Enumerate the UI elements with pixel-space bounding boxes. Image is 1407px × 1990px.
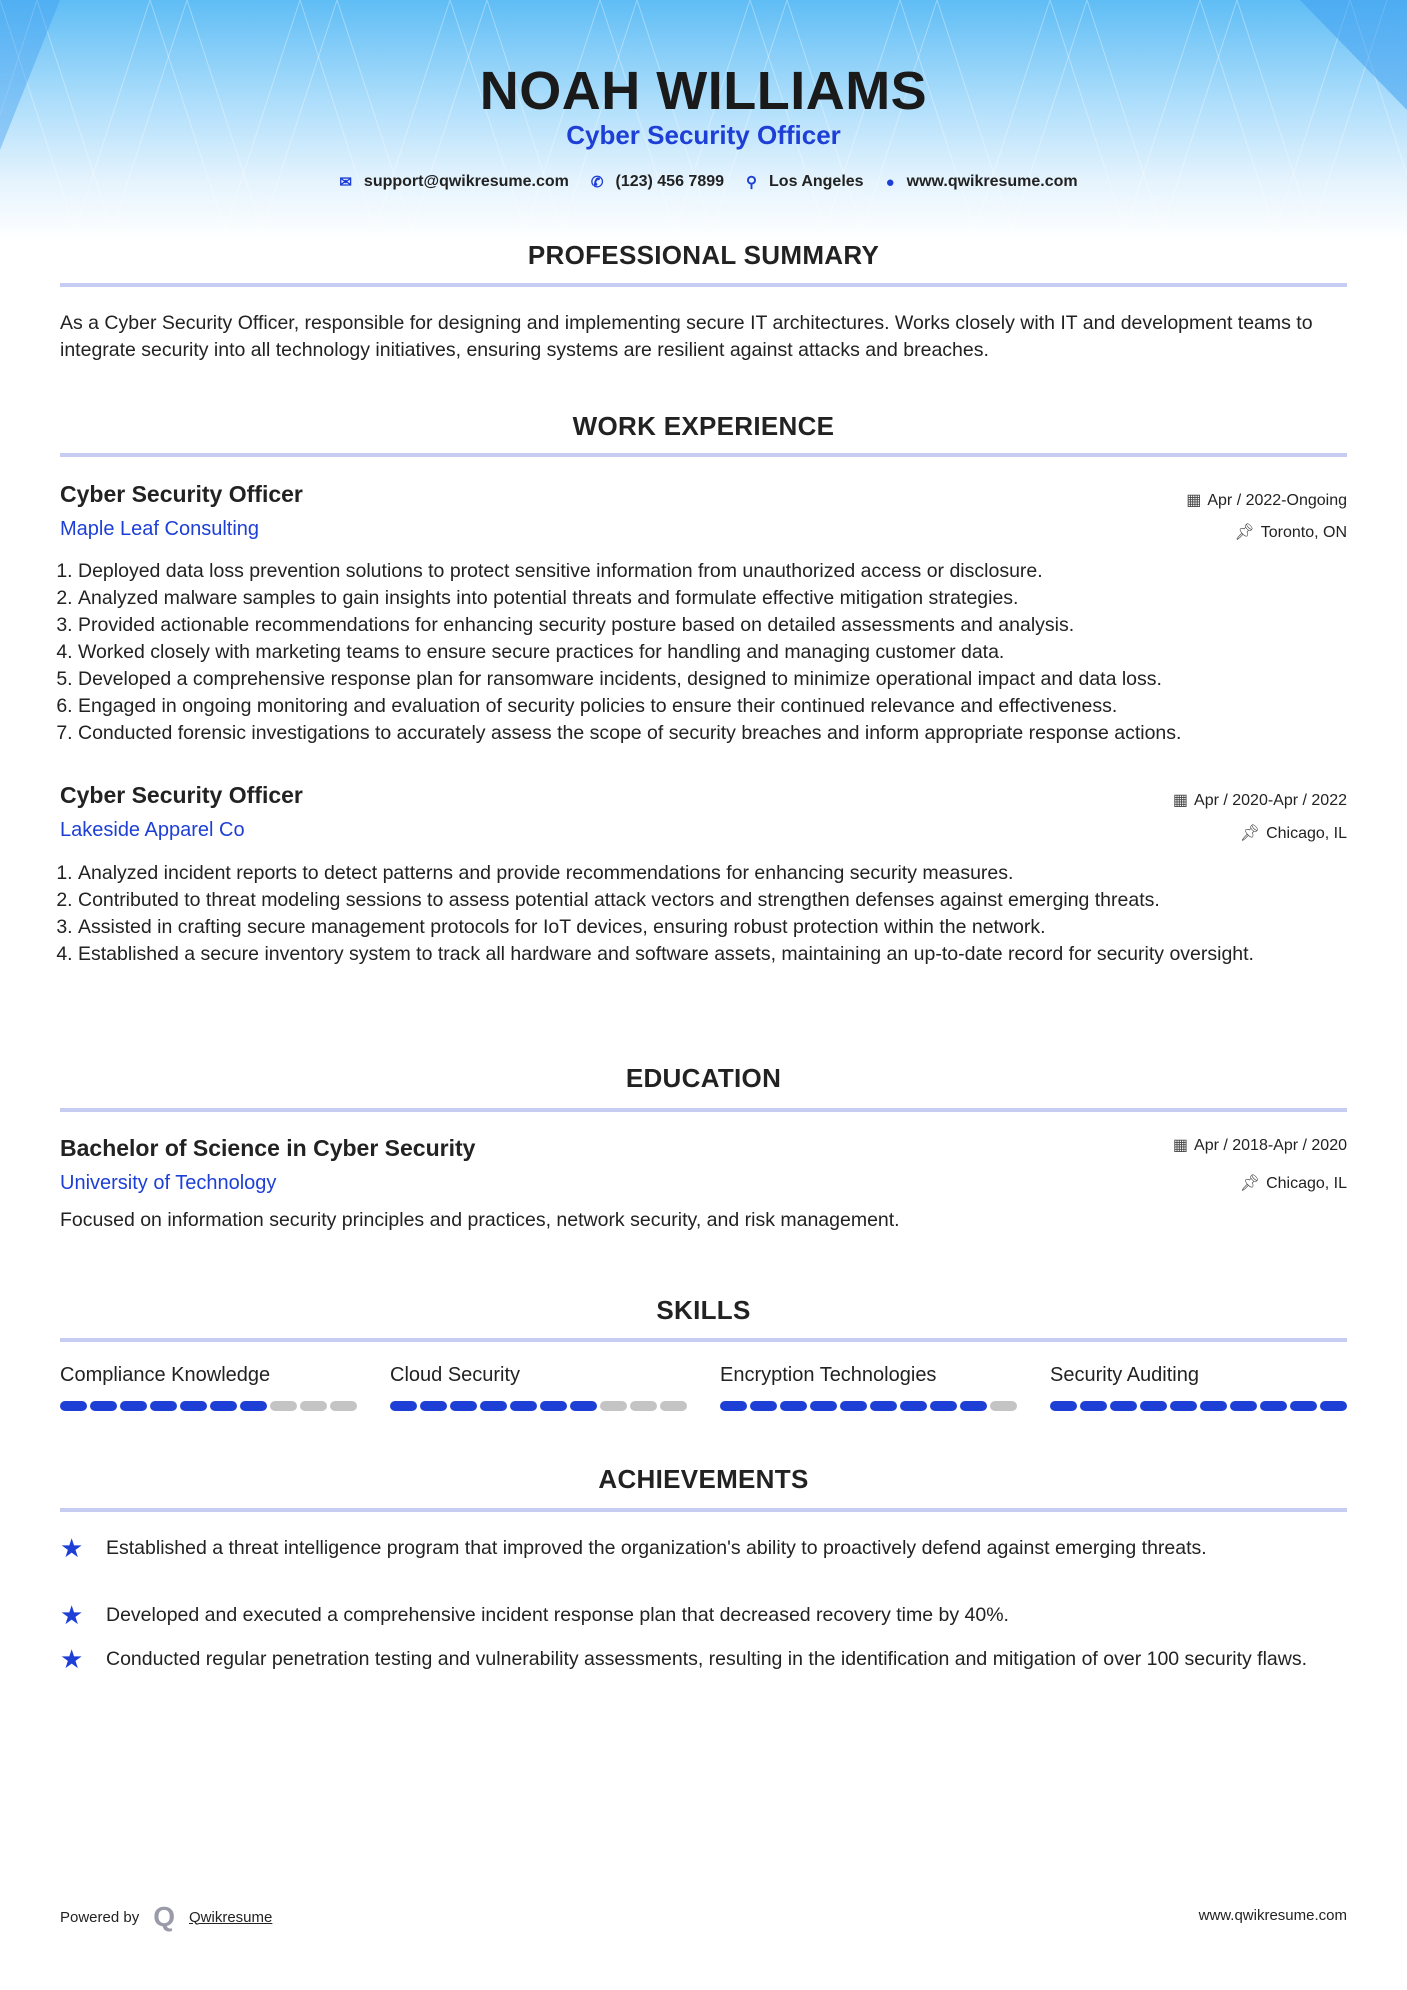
job-title: Cyber Security Officer [60, 782, 303, 808]
divider [60, 1338, 1347, 1342]
achievements-heading: ACHIEVEMENTS [598, 1464, 809, 1494]
footer-powered [60, 1901, 272, 1933]
dates-text: Apr / 2020-Apr / 2022 [1194, 792, 1347, 809]
skill-level-segment [840, 1401, 867, 1411]
skills-list [60, 1364, 1350, 1411]
skill-item [390, 1364, 690, 1411]
achievement-text: Conducted regular penetration testing and vulnerability assessments, resulting in the identification and mitigation of over 100 security flaws. [106, 1648, 1308, 1670]
skill-level-bar [1050, 1401, 1350, 1411]
job-title: Cyber Security Officer [60, 481, 303, 507]
skill-level-segment [120, 1401, 147, 1411]
job-dates [1186, 490, 1347, 510]
work-experience-heading: WORK EXPERIENCE [572, 411, 835, 441]
calendar-icon: ▦ [1172, 1137, 1189, 1154]
skill-level-segment [60, 1401, 87, 1411]
skill-level-segment [1260, 1401, 1287, 1411]
skill-level-segment [1080, 1401, 1107, 1411]
contact-phone: (123) 456 7899 [615, 173, 725, 190]
skill-name: Encryption Technologies [720, 1364, 937, 1386]
skill-level-segment [270, 1401, 297, 1411]
skill-level-segment [480, 1401, 507, 1411]
skill-level-segment [510, 1401, 537, 1411]
bullet: 4. Worked closely with marketing teams to ensure secure practices for handling and managing customer data. [78, 639, 1350, 666]
job-location [1234, 522, 1347, 542]
skill-level-bar [720, 1401, 1020, 1411]
skill-name: Security Auditing [1050, 1364, 1199, 1386]
contact-website[interactable]: www.qwikresume.com [906, 173, 1078, 190]
job-bullets [60, 860, 1350, 968]
skill-level-segment [870, 1401, 897, 1411]
education-dates [1173, 1135, 1347, 1155]
skill-level-segment [150, 1401, 177, 1411]
brand-link[interactable]: Qwikresume [189, 1908, 273, 1926]
bullet: 6. Engaged in ongoing monitoring and evaluation of security policies to ensure their continued relevance and effectiveness. [78, 693, 1350, 720]
bullet: 3. Provided actionable recommendations for enhancing security posture based on detailed assessments and analysis. [78, 612, 1350, 639]
company-name: Lakeside Apparel Co [60, 819, 245, 841]
divider [60, 1508, 1347, 1512]
divider [60, 453, 1347, 457]
skill-level-bar [390, 1401, 690, 1411]
achievement-item [60, 1535, 1350, 1562]
candidate-name: NOAH WILLIAMS [479, 61, 928, 121]
qwikresume-logo-icon: Q [153, 1901, 175, 1932]
pin-icon: 📌︎ [1239, 825, 1261, 842]
skill-level-segment [990, 1401, 1017, 1411]
achievement-item [60, 1602, 1350, 1629]
skill-level-segment [1110, 1401, 1137, 1411]
skill-level-segment [300, 1401, 327, 1411]
bullet: 2. Analyzed malware samples to gain insights into potential threats and formulate effective mitigation strategies. [78, 585, 1350, 612]
summary-heading: PROFESSIONAL SUMMARY [527, 240, 880, 270]
summary-text: As a Cyber Security Officer, responsible for designing and implementing secure IT architectures. Works closely with IT and development teams to integrate security into all technology initiatives, ensuring systems are resilient against attacks and breaches. [60, 312, 1313, 361]
skill-level-segment [540, 1401, 567, 1411]
skill-level-segment [180, 1401, 207, 1411]
skill-level-segment [240, 1401, 267, 1411]
calendar-icon: ▦ [1186, 492, 1202, 509]
pin-icon: 📌︎ [1234, 524, 1255, 541]
job-bullets [60, 558, 1350, 747]
footer-website[interactable]: www.qwikresume.com [1198, 1907, 1347, 1924]
candidate-title: Cyber Security Officer [566, 120, 841, 150]
skill-level-segment [810, 1401, 837, 1411]
skill-level-segment [90, 1401, 117, 1411]
powered-by-label: Powered by [60, 1908, 140, 1926]
calendar-icon: ▦ [1172, 792, 1189, 809]
skill-level-segment [750, 1401, 777, 1411]
pin-icon: 📌︎ [1239, 1175, 1261, 1192]
contact-bar [0, 173, 1407, 191]
achievement-text: Established a threat intelligence program that improved the organization's ability to proactively defend against emerging threats. [106, 1537, 1207, 1559]
star-icon: ★ [60, 1644, 84, 1674]
skill-level-segment [570, 1401, 597, 1411]
company-name: Maple Leaf Consulting [60, 518, 260, 540]
skill-level-segment [600, 1401, 627, 1411]
bullet: 7. Conducted forensic investigations to accurately assess the scope of security breaches and inform appropriate response actions. [78, 720, 1350, 747]
dates-text: Apr / 2022-Ongoing [1207, 492, 1347, 509]
skill-level-segment [1230, 1401, 1257, 1411]
achievement-text: Developed and executed a comprehensive incident response plan that decreased recovery time by 40%. [106, 1604, 1009, 1626]
skill-level-segment [660, 1401, 687, 1411]
skill-level-segment [630, 1401, 657, 1411]
skill-level-segment [1290, 1401, 1317, 1411]
skill-level-segment [450, 1401, 477, 1411]
skill-level-segment [390, 1401, 417, 1411]
star-icon: ★ [60, 1533, 84, 1563]
envelope-icon: ✉ [339, 174, 352, 191]
skill-level-segment [780, 1401, 807, 1411]
school-name: University of Technology [60, 1172, 277, 1194]
skill-name: Compliance Knowledge [60, 1364, 271, 1386]
skill-level-segment [1170, 1401, 1197, 1411]
achievement-item [60, 1646, 1350, 1673]
bullet: 2. Contributed to threat modeling sessions to assess potential attack vectors and strengthen defenses against emerging threats. [78, 887, 1350, 914]
bullet: 4. Established a secure inventory system to track all hardware and software assets, maintaining an up-to-date record for security oversight. [78, 941, 1350, 968]
skill-level-segment [210, 1401, 237, 1411]
skill-level-segment [720, 1401, 747, 1411]
bullet: 3. Assisted in crafting secure management protocols for IoT devices, ensuring robust protection within the network. [78, 914, 1350, 941]
bullet: 1. Deployed data loss prevention solutions to protect sensitive information from unauthorized access or disclosure. [78, 558, 1350, 585]
job-location [1240, 823, 1347, 843]
dates-text: Apr / 2018-Apr / 2020 [1194, 1137, 1347, 1154]
skill-level-segment [330, 1401, 357, 1411]
skill-item [60, 1364, 360, 1411]
contact-location: Los Angeles [769, 173, 864, 190]
education-location [1240, 1173, 1347, 1193]
bullet: 5. Developed a comprehensive response plan for ransomware incidents, designed to minimize operational impact and data loss. [78, 666, 1350, 693]
bullet: 1. Analyzed incident reports to detect patterns and provide recommendations for enhancing security measures. [78, 860, 1350, 887]
star-icon: ★ [60, 1600, 84, 1630]
education-description: Focused on information security principles and practices, network security, and risk management. [60, 1209, 900, 1231]
skill-name: Cloud Security [390, 1364, 521, 1386]
contact-email[interactable]: support@qwikresume.com [363, 173, 569, 190]
skill-level-segment [1320, 1401, 1347, 1411]
skill-level-segment [960, 1401, 987, 1411]
skill-level-segment [1140, 1401, 1167, 1411]
location-text: Chicago, IL [1266, 825, 1347, 842]
skill-level-segment [1200, 1401, 1227, 1411]
map-pin-icon: ⚲ [746, 174, 758, 191]
skill-level-segment [1050, 1401, 1077, 1411]
globe-icon: ● [885, 173, 895, 191]
job-dates [1173, 790, 1347, 810]
degree: Bachelor of Science in Cyber Security [60, 1135, 476, 1161]
skill-level-bar [60, 1401, 360, 1411]
skill-level-segment [420, 1401, 447, 1411]
skill-item [1050, 1364, 1350, 1411]
skill-level-segment [930, 1401, 957, 1411]
phone-icon: ✆ [590, 174, 604, 191]
education-heading: EDUCATION [625, 1063, 782, 1093]
location-text: Toronto, ON [1260, 524, 1347, 541]
skills-heading: SKILLS [656, 1295, 751, 1325]
location-text: Chicago, IL [1266, 1175, 1347, 1192]
divider [60, 1108, 1347, 1112]
skill-item [720, 1364, 1020, 1411]
divider [60, 283, 1347, 287]
skill-level-segment [900, 1401, 927, 1411]
